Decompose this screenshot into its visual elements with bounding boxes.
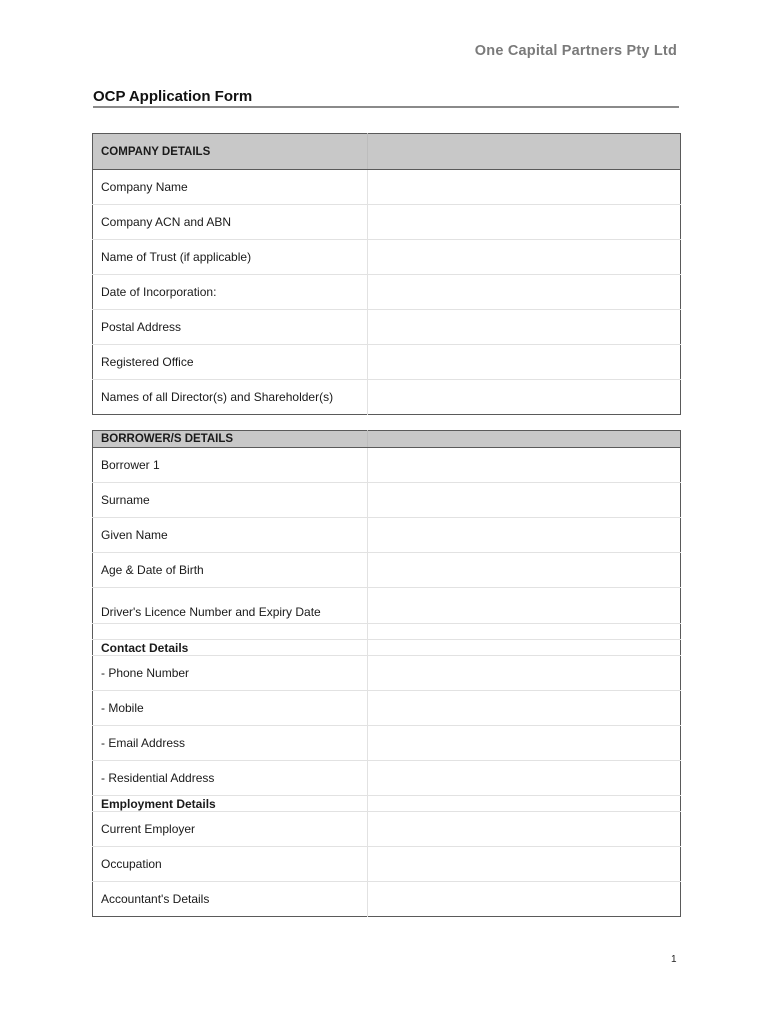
table-row bbox=[93, 518, 681, 553]
table-row bbox=[93, 380, 681, 415]
field-label-current-employer: Current Employer bbox=[93, 812, 368, 847]
field-label-borrower-1: Borrower 1 bbox=[93, 448, 368, 483]
table-row bbox=[93, 205, 681, 240]
field-label-accountant-details: Accountant's Details bbox=[93, 882, 368, 917]
borrower-details-table bbox=[92, 430, 681, 917]
table-row bbox=[93, 310, 681, 345]
occupation-field[interactable] bbox=[368, 847, 681, 882]
current-employer-field[interactable] bbox=[368, 812, 681, 847]
field-label-email: - Email Address bbox=[93, 726, 368, 761]
field-label-phone: - Phone Number bbox=[93, 656, 368, 691]
borrower-1-field[interactable] bbox=[368, 448, 681, 483]
title-divider bbox=[93, 106, 679, 108]
table-row bbox=[93, 588, 681, 624]
form-title: OCP Application Form bbox=[93, 88, 253, 105]
table-row bbox=[93, 812, 681, 847]
field-label-company-name: Company Name bbox=[93, 170, 368, 205]
acn-abn-field[interactable] bbox=[368, 205, 681, 240]
table-row bbox=[93, 240, 681, 275]
licence-field[interactable] bbox=[368, 588, 681, 624]
company-details-heading: COMPANY DETAILS bbox=[93, 134, 368, 170]
field-label-acn-abn: Company ACN and ABN bbox=[93, 205, 368, 240]
contact-details-heading: Contact Details bbox=[93, 640, 368, 656]
company-name-header: One Capital Partners Pty Ltd bbox=[474, 43, 677, 59]
table-row bbox=[93, 170, 681, 205]
registered-office-field[interactable] bbox=[368, 345, 681, 380]
directors-shareholders-field[interactable] bbox=[368, 380, 681, 415]
employment-details-heading: Employment Details bbox=[93, 796, 368, 812]
age-dob-field[interactable] bbox=[368, 553, 681, 588]
borrower-details-header-row bbox=[93, 431, 681, 448]
field-label-date-of-incorporation: Date of Incorporation: bbox=[93, 275, 368, 310]
table-row bbox=[93, 882, 681, 917]
field-label-registered-office: Registered Office bbox=[93, 345, 368, 380]
field-label-postal-address: Postal Address bbox=[93, 310, 368, 345]
table-row bbox=[93, 691, 681, 726]
field-label-directors-shareholders: Names of all Director(s) and Shareholder(s) bbox=[93, 380, 368, 415]
company-details-table bbox=[92, 133, 681, 415]
field-label-licence: Driver's Licence Number and Expiry Date bbox=[93, 588, 368, 624]
table-row bbox=[93, 345, 681, 380]
table-row-spacer bbox=[93, 624, 681, 640]
field-label-surname: Surname bbox=[93, 483, 368, 518]
phone-field[interactable] bbox=[368, 656, 681, 691]
table-row bbox=[93, 553, 681, 588]
table-row bbox=[93, 847, 681, 882]
field-label-mobile: - Mobile bbox=[93, 691, 368, 726]
company-name-field[interactable] bbox=[368, 170, 681, 205]
table-row bbox=[93, 448, 681, 483]
residential-address-field[interactable] bbox=[368, 761, 681, 796]
table-row bbox=[93, 483, 681, 518]
table-row bbox=[93, 761, 681, 796]
trust-name-field[interactable] bbox=[368, 240, 681, 275]
email-field[interactable] bbox=[368, 726, 681, 761]
table-row bbox=[93, 275, 681, 310]
field-label-occupation: Occupation bbox=[93, 847, 368, 882]
table-row bbox=[93, 726, 681, 761]
field-label-trust-name: Name of Trust (if applicable) bbox=[93, 240, 368, 275]
field-label-given-name: Given Name bbox=[93, 518, 368, 553]
company-details-header-row bbox=[93, 134, 681, 170]
postal-address-field[interactable] bbox=[368, 310, 681, 345]
page-number: 1 bbox=[671, 954, 677, 965]
surname-field[interactable] bbox=[368, 483, 681, 518]
table-row bbox=[93, 656, 681, 691]
given-name-field[interactable] bbox=[368, 518, 681, 553]
field-label-residential-address: - Residential Address bbox=[93, 761, 368, 796]
field-label-age-dob: Age & Date of Birth bbox=[93, 553, 368, 588]
borrower-details-heading: BORROWER/S DETAILS bbox=[93, 431, 368, 448]
table-row bbox=[93, 796, 681, 812]
date-of-incorporation-field[interactable] bbox=[368, 275, 681, 310]
table-row bbox=[93, 640, 681, 656]
accountant-details-field[interactable] bbox=[368, 882, 681, 917]
mobile-field[interactable] bbox=[368, 691, 681, 726]
